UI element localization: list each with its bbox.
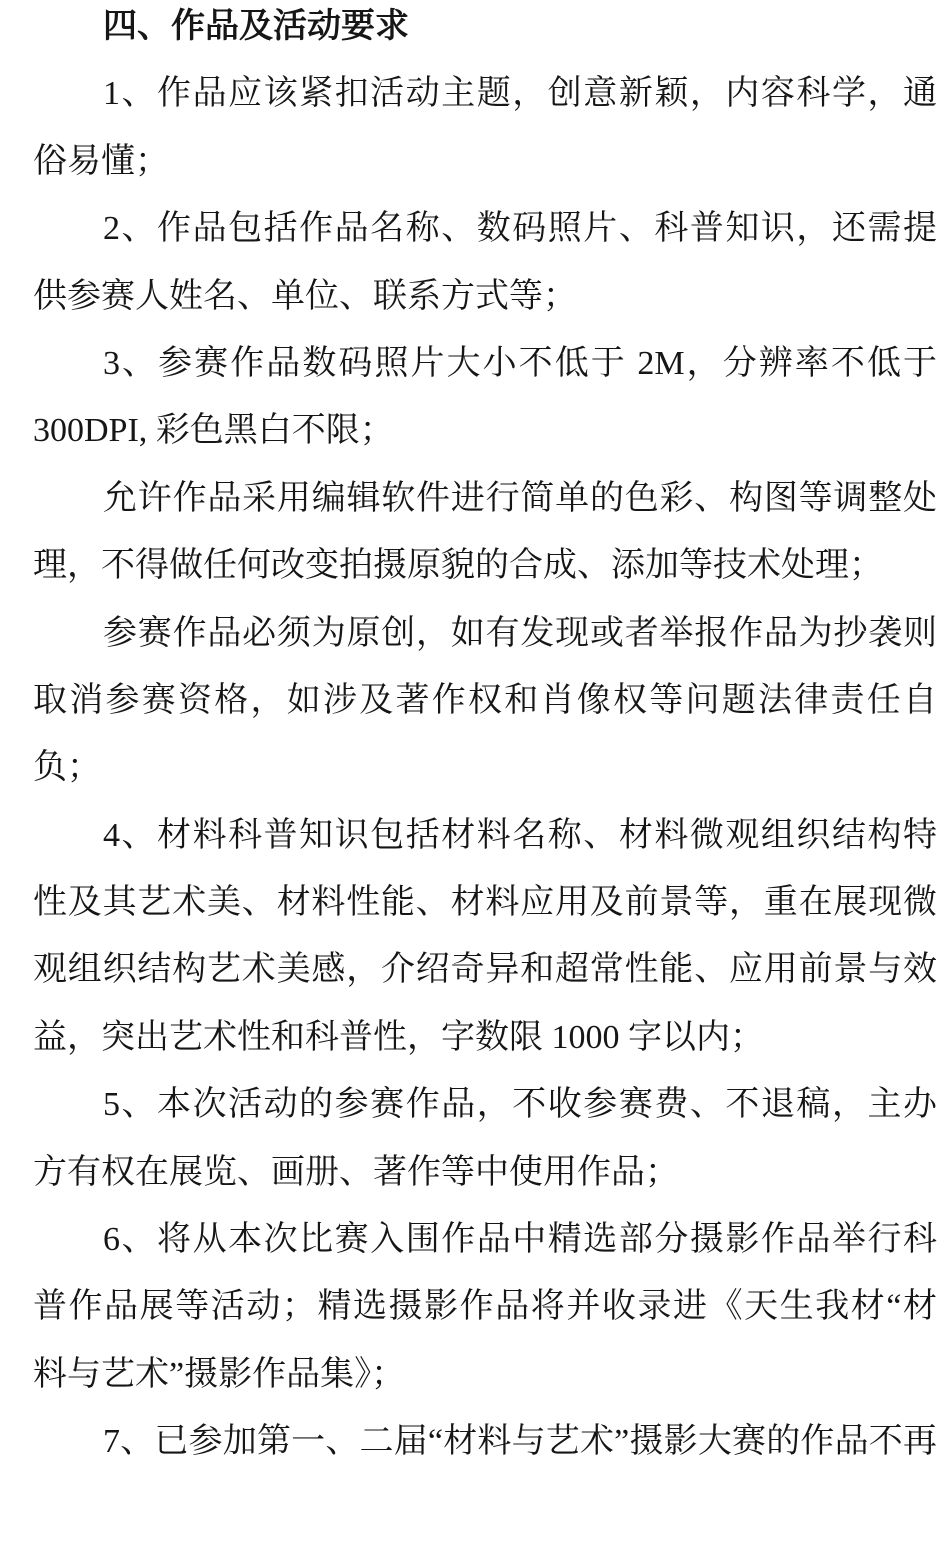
- text-line: 负；: [33, 749, 101, 787]
- text-line: 允许作品采用编辑软件进行简单的色彩、构图等调整处: [103, 479, 937, 517]
- text-line: 理，不得做任何改变拍摄原貌的合成、添加等技术处理；: [33, 547, 883, 585]
- text-line: 供参赛人姓名、单位、联系方式等；: [33, 277, 577, 315]
- text-line: 方有权在展览、画册、著作等中使用作品；: [33, 1153, 679, 1191]
- text-line: 普作品展等活动；精选摄影作品将并收录进《天生我材“材: [33, 1288, 937, 1326]
- text-line: 取消参赛资格，如涉及著作权和肖像权等问题法律责任自: [33, 681, 937, 719]
- text-line-item5: 5、本次活动的参赛作品，不收参赛费、不退稿，主办: [103, 1086, 937, 1124]
- text-line-item2: 2、作品包括作品名称、数码照片、科普知识，还需提: [103, 210, 937, 248]
- text-line-item6: 6、将从本次比赛入围作品中精选部分摄影作品举行科: [103, 1221, 937, 1259]
- text-line-item3: 3、参赛作品数码照片大小不低于 2M，分辨率不低于: [103, 344, 937, 382]
- text-line: 观组织结构艺术美感，介绍奇异和超常性能、应用前景与效: [33, 951, 937, 989]
- text-line-item1: 1、作品应该紧扣活动主题，创意新颖，内容科学，通: [103, 75, 937, 113]
- section-heading: 四、作品及活动要求: [103, 8, 409, 45]
- text-line: 益，突出艺术性和科普性，字数限 1000 字以内；: [33, 1018, 764, 1056]
- text-line: 料与艺术”摄影作品集》；: [33, 1355, 406, 1393]
- text-line: 300DPI, 彩色黑白不限；: [33, 412, 394, 450]
- text-line: 性及其艺术美、材料性能、材料应用及前景等，重在展现微: [33, 884, 937, 922]
- text-column: [33, 0, 937, 1476]
- text-line-item4: 4、材料科普知识包括材料名称、材料微观组织结构特: [103, 816, 937, 854]
- text-line-item7: 7、已参加第一、二届“材料与艺术”摄影大赛的作品不再: [103, 1423, 937, 1461]
- text-line: 俗易懂；: [33, 142, 169, 180]
- text-line: 参赛作品必须为原创，如有发现或者举报作品为抄袭则: [103, 614, 937, 652]
